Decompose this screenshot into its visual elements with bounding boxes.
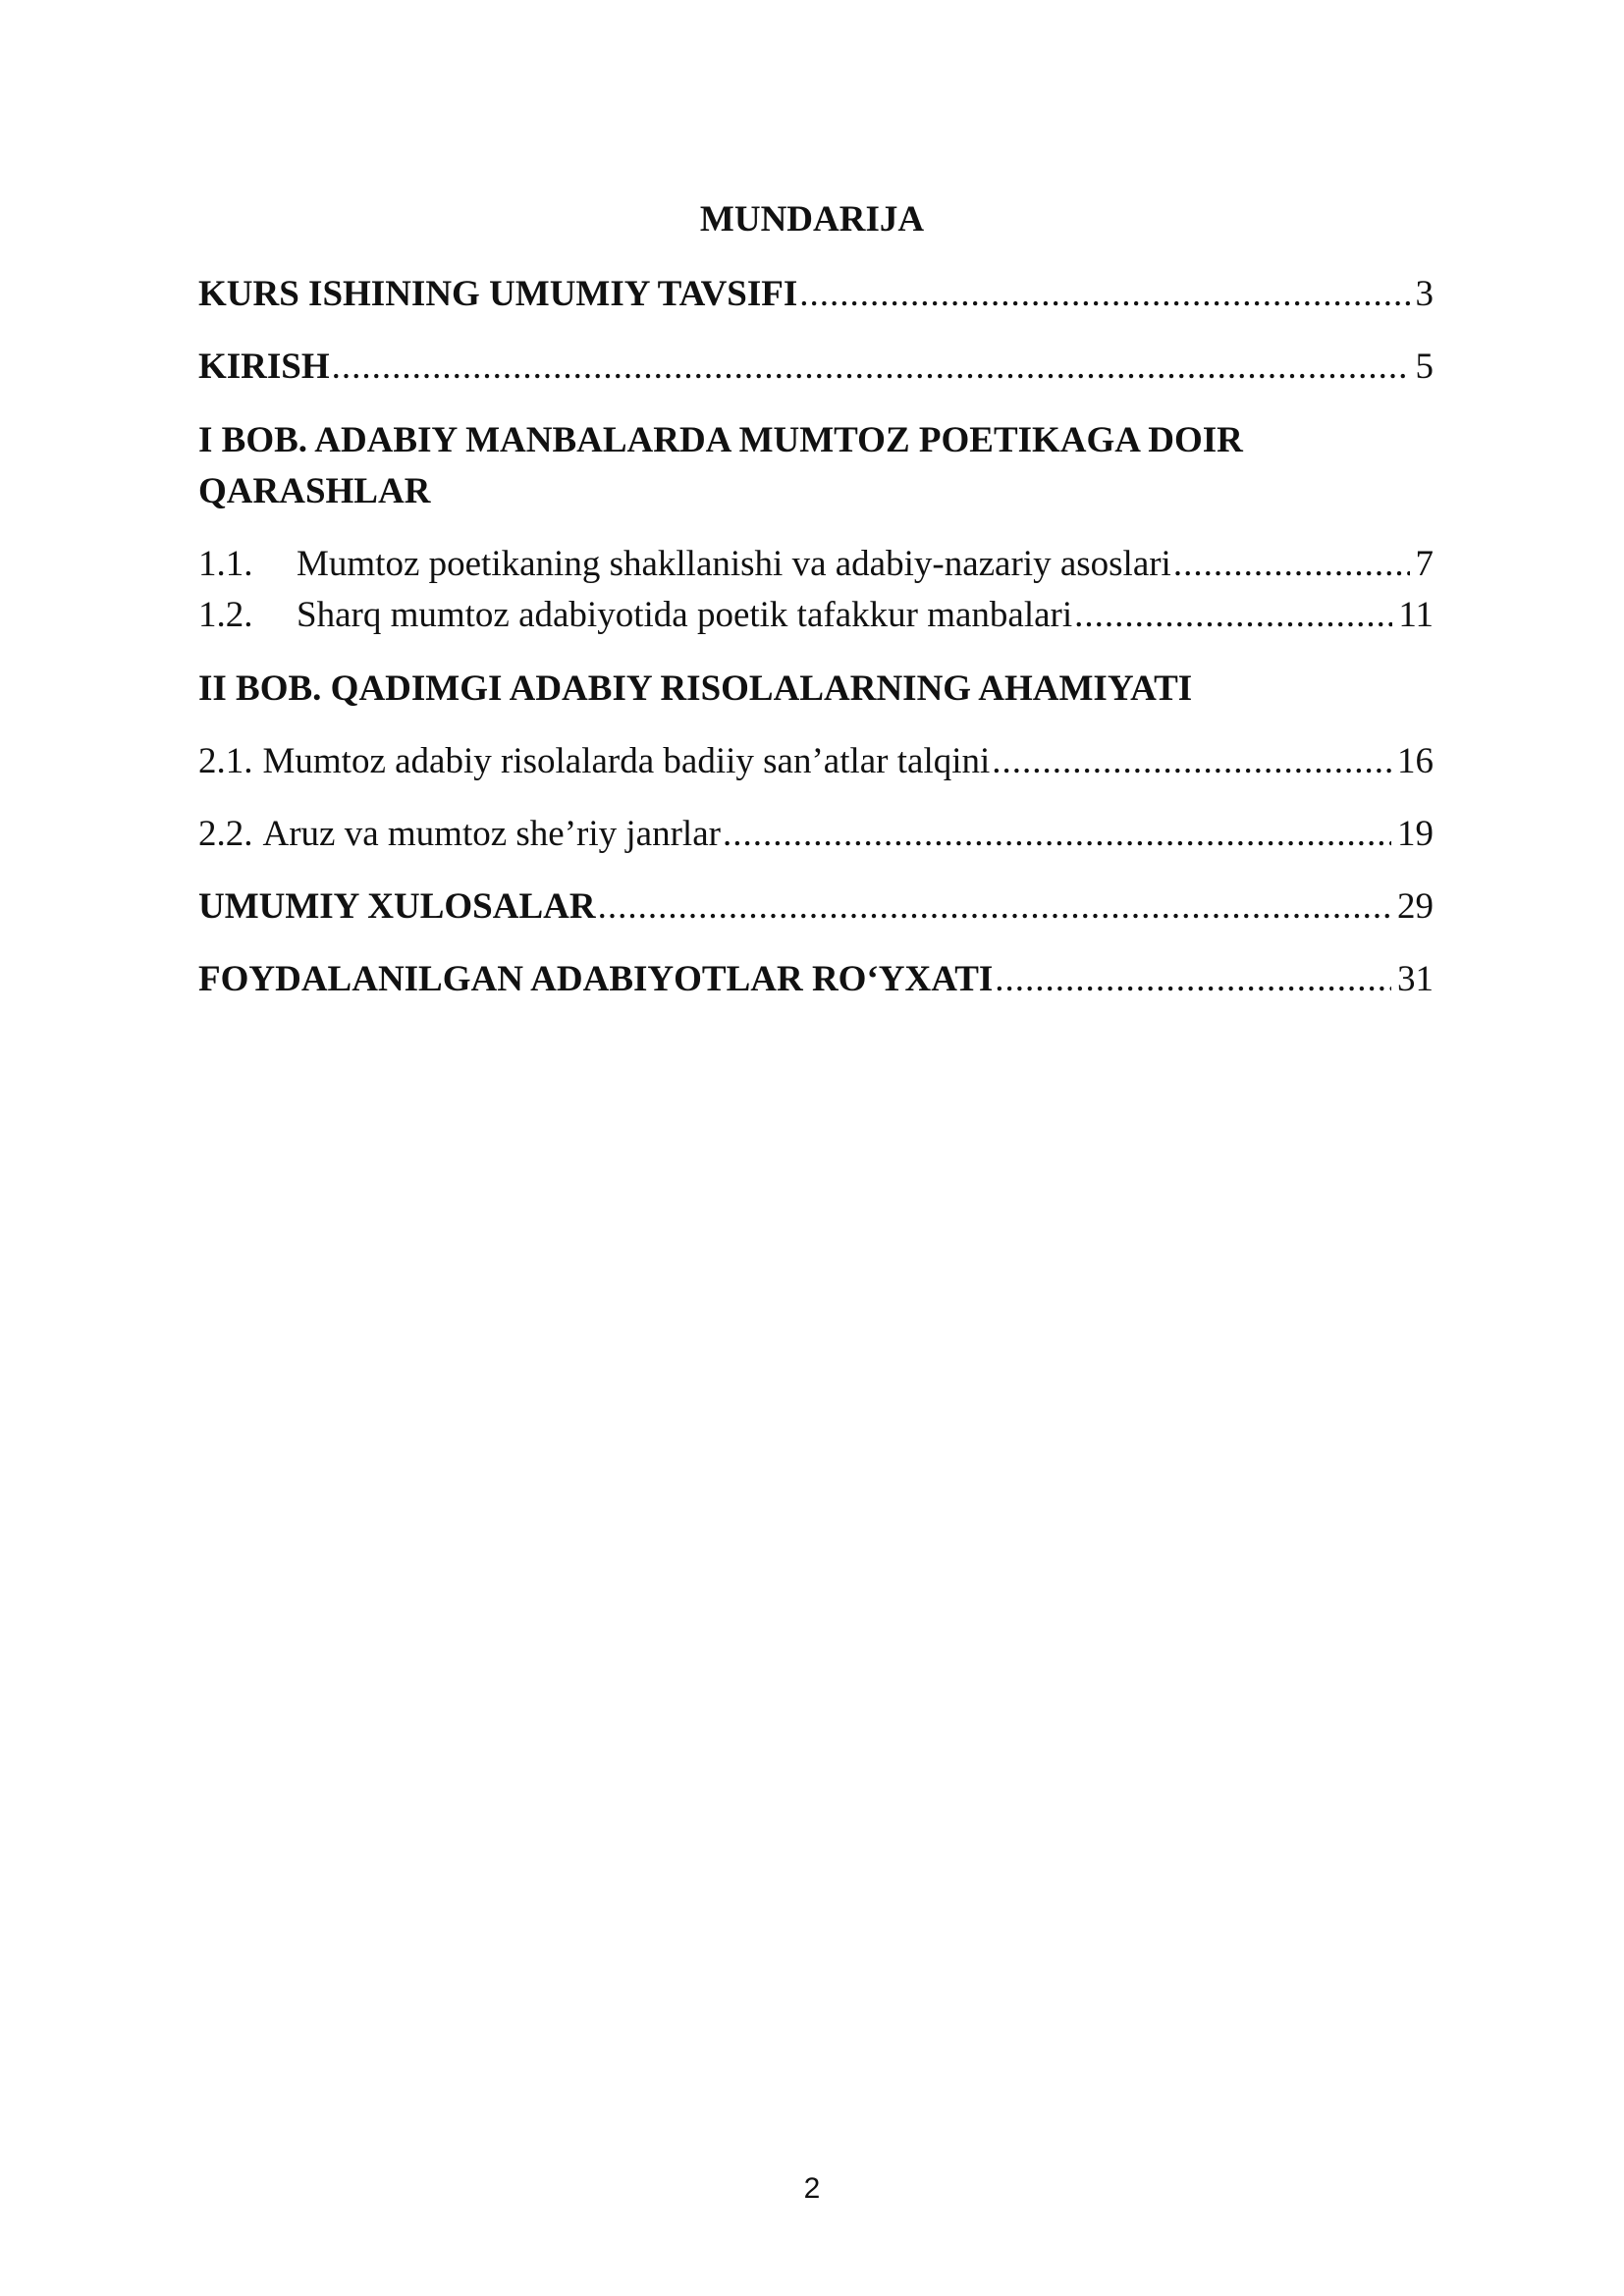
toc-entry-section-2-2[interactable] [198, 810, 1434, 859]
toc-chapter-1-heading[interactable]: I BOB. ADABIY MANBALARDA MUMTOZ POETIKAGA DOIR QARASHLAR [198, 420, 1243, 511]
dot-leader [332, 343, 1410, 392]
toc-entry-text: KIRISH [198, 347, 330, 387]
toc-title: MUNDARIJA [699, 199, 925, 240]
section-number: 1.1. [198, 544, 253, 584]
toc-entry-section-1-1[interactable] [198, 540, 1434, 589]
toc-entry-text: UMUMIY XULOSALAR [198, 886, 596, 927]
toc-entry-text: KURS ISHINING UMUMIY TAVSIFI [198, 274, 798, 314]
toc-page-number: 5 [1415, 347, 1434, 387]
dot-leader [598, 882, 1391, 932]
dot-leader [995, 955, 1391, 1004]
toc-page-number: 19 [1397, 814, 1434, 854]
toc-entry-text: FOYDALANILGAN ADABIYOTLAR RO‘YXATI [198, 959, 994, 999]
dot-leader [1074, 591, 1392, 640]
toc-entry-text: Sharq mumtoz adabiyotida poetik tafakkur manbalari [297, 595, 1073, 635]
toc-entry-text: Mumtoz poetikaning shakllanishi va adabiy-nazariy asoslari [297, 544, 1171, 584]
toc-page-number: 3 [1415, 274, 1434, 314]
toc-entry-section-1-2[interactable] [198, 591, 1434, 640]
dot-leader [723, 810, 1391, 859]
toc-page-number: 31 [1397, 959, 1434, 999]
toc-entry-text: Aruz va mumtoz she’riy janrlar [262, 814, 721, 854]
section-number: 2.1. [198, 741, 253, 781]
section-number: 2.2. [198, 814, 253, 854]
toc-entry-kirish[interactable] [198, 343, 1434, 392]
dot-leader [992, 737, 1391, 786]
dot-leader [1173, 540, 1410, 589]
toc-page-number: 16 [1397, 741, 1434, 781]
section-number: 1.2. [198, 595, 253, 635]
toc-entry-kurs-ishining-tavsifi[interactable] [198, 270, 1434, 319]
toc-chapter-2-heading[interactable]: II BOB. QADIMGI ADABIY RISOLALARNING AHAMIYATI [198, 668, 1193, 709]
toc-page-number: 29 [1397, 886, 1434, 927]
toc-page-number: 7 [1415, 544, 1434, 584]
page-number: 2 [803, 2172, 821, 2205]
dot-leader [799, 270, 1409, 319]
toc-entry-text: Mumtoz adabiy risolalarda badiiy san’atlar talqini [262, 741, 991, 781]
toc-entry-adabiyotlar-royxati[interactable] [198, 955, 1434, 1004]
toc-entry-section-2-1[interactable] [198, 737, 1434, 786]
toc-page-number: 11 [1398, 595, 1434, 635]
toc-entry-umumiy-xulosalar[interactable] [198, 882, 1434, 932]
